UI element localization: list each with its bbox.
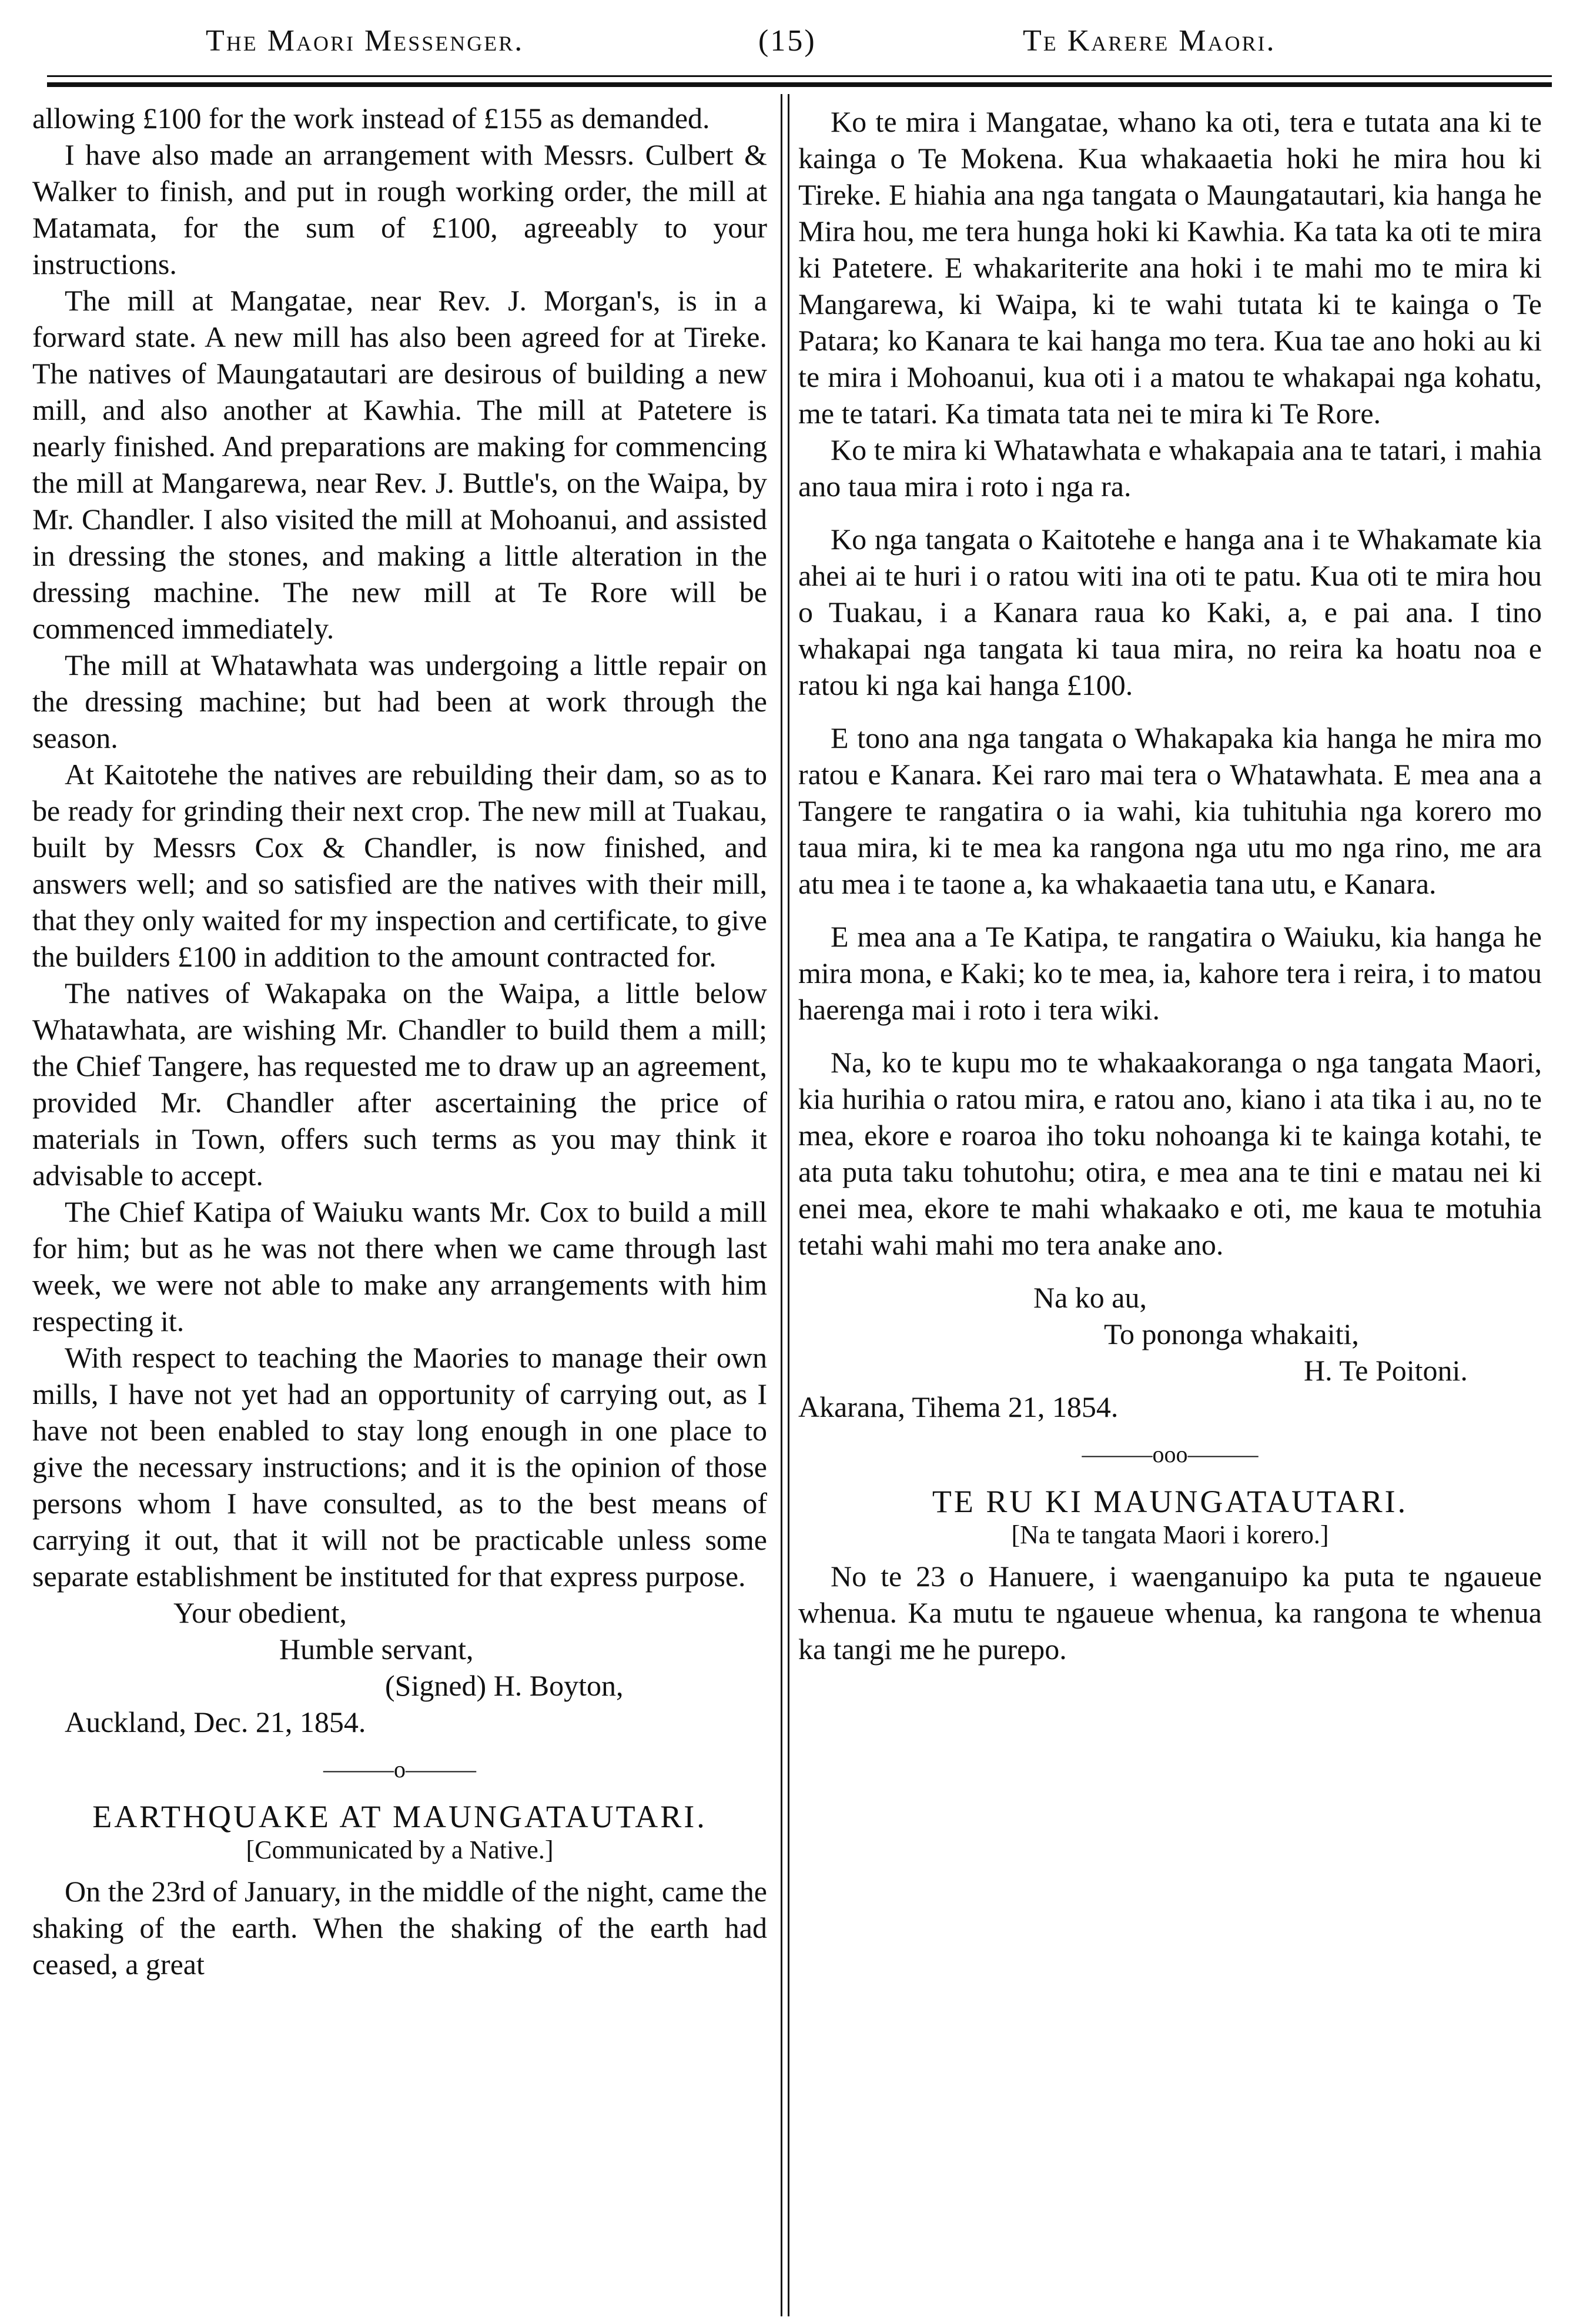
page-header <box>0 0 1583 94</box>
paragraph: On the 23rd of January, in the middle of the night, came the shaking of the earth. When the shaking of the earth had ceased, a great <box>32 1875 767 1981</box>
header-rule <box>47 75 1552 77</box>
paragraph: At Kaitotehe the natives are rebuilding their dam, so as to be ready for grinding their next crop. The new mill at Tuakau, built by Messrs Cox & Chandler, is now finished, and answers well; and so satisfied are the natives with their mill, that they only waited for my inspection and certificate, to give the builders £100 in addition to the amount contracted for. <box>32 758 767 973</box>
masthead-english: The Maori Messenger. <box>206 24 524 58</box>
paragraph: With respect to teaching the Maories to manage their own mills, I have not yet had an opportunity of carrying out, as I have not been enabled to stay long enough in one place to give the necessary instructions; and it is the opinion of those persons whom I have consulted, as to the best means of carrying it out, that it will not be practicable unless some separate establishment be instituted for that express purpose. <box>32 1341 767 1593</box>
paragraph: E tono ana nga tangata o Whakapaka kia hanga he mira mo ratou e Kanara. Kei raro mai tera o Whatawhata. E mea ana a Tangere te rangatira o ia wahi, kia tuhituhia nga korero mo taua mira, ki te mea ka rangona nga utu mo nga rino, me ara atu mea i te taone a, ka whakaaetia tana utu, e Kanara. <box>798 721 1542 900</box>
signature-closing: To pononga whakaiti, <box>1104 1318 1359 1350</box>
signature-dateline: Auckland, Dec. 21, 1854. <box>65 1706 366 1738</box>
page-number: (15) <box>758 24 816 58</box>
english-column <box>32 100 767 1982</box>
paragraph: The mill at Mangatae, near Rev. J. Morgan's, is in a forward state. A new mill has also been agreed for at Tireke. The natives of Maungatautari are desirous of building a new mill, and also another at Kawhia. The mill at Patetere is nearly finished. And preparations are making for commencing the mill at Mangarewa, near Rev. J. Buttle's, on the Waipa, by Mr. Chandler. I also visited the mill at Mohoanui, and assisted in dressing the stones, and making a little alteration in the dressing machine. The new mill at Te Rore will be commenced immediately. <box>32 284 767 645</box>
signature-name: (Signed) H. Boyton, <box>385 1669 624 1702</box>
masthead-maori: Te Karere Maori. <box>1023 24 1276 58</box>
section-heading: TE RU KI MAUNGATAUTARI. <box>932 1484 1408 1519</box>
paragraph: The mill at Whatawhata was undergoing a little repair on the dressing machine; but had been at work through the season. <box>32 648 767 754</box>
signature-dateline: Akarana, Tihema 21, 1854. <box>798 1390 1119 1423</box>
section-subheading: [Na te tangata Maori i korero.] <box>1011 1520 1329 1549</box>
paragraph: allowing £100 for the work instead of £155 as demanded. <box>32 102 710 135</box>
paragraph: Ko te mira ki Whatawhata e whakapaia ana te tatari, i mahia ano taua mira i roto i nga ra. <box>798 433 1542 503</box>
paragraph: Na, ko te kupu mo te whakaakoranga o nga tangata Maori, kia hurihia o ratou mira, e ratou ano, kiano i ata tika i au, no te mea, ekore e roaroa iho toku nohoanga ki te kainga kotahi, te ata puta taku tohutohu; otira, e mea ana te tini e matau nei ki enei mea, ekore te mahi whakaako e oti, me kaua te motuhia tetahi wahi mahi mo tera anake ano. <box>798 1046 1542 1261</box>
header-rule-thick <box>47 82 1552 87</box>
column-divider <box>788 94 789 2316</box>
signature-closing: Humble servant, <box>279 1633 474 1666</box>
paragraph: Ko te mira i Mangatae, whano ka oti, tera e tutata ana ki te kainga o Te Mokena. Kua whakaaetia hoki he mira hou ki Tireke. E hiahia ana nga tangata o Maungatautari, kia hanga he Mira hou, me tera hunga hoki ki Kawhia. Ka tata ka oti te mira ki Patetere. E whakariterite ana hoki i te mahi mo te mira ki Mangarewa, ki Waipa, ki te wahi tutata ki te kainga o Te Patara; ko Kanara te kai hanga mo tera. Kua tae ano hoki au ki te mira i Mohoanui, kua oti i a matou te whakapai nga kohatu, me te tatari. Ka timata tata nei te mira ki Te Rore. <box>798 105 1542 430</box>
paragraph: I have also made an arrangement with Messrs. Culbert & Walker to finish, and put in rough working order, the mill at Matamata, for the sum of £100, agreeably to your instructions. <box>32 138 767 280</box>
section-divider: ———o——— <box>323 1756 476 1783</box>
paragraph: The Chief Katipa of Waiuku wants Mr. Cox to build a mill for him; but as he was not there when we came through last week, we were not able to make any arrangements with him respecting it. <box>32 1195 767 1337</box>
maori-column <box>798 100 1542 1667</box>
section-heading: EARTHQUAKE AT MAUNGATAUTARI. <box>92 1799 707 1834</box>
paragraph: The natives of Wakapaka on the Waipa, a little below Whatawhata, are wishing Mr. Chandler to build them a mill; the Chief Tangere, has requested me to draw up an agreement, provided Mr. Chandler after ascertaining the price of materials in Town, offers such terms as you may think it advisable to accept. <box>32 977 767 1192</box>
signature-closing: Your obedient, <box>173 1596 347 1629</box>
section-divider: ———ooo——— <box>1082 1441 1259 1467</box>
paragraph: E mea ana a Te Katipa, te rangatira o Waiuku, kia hanga he mira mona, e Kaki; ko te mea, ia, kahore tera i reira, i to matou haerenga mai i roto i tera wiki. <box>798 920 1542 1026</box>
paragraph: No te 23 o Hanuere, i waenganuipo ka puta te ngaueue whenua. Ka mutu te ngaueue whenua, ka rangona te whenua ka tangi me he purepo. <box>798 1560 1542 1666</box>
section-subheading: [Communicated by a Native.] <box>246 1835 554 1864</box>
column-divider <box>781 94 782 2316</box>
signature-name: H. Te Poitoni. <box>1304 1354 1468 1387</box>
paragraph: Ko nga tangata o Kaitotehe e hanga ana i te Whakamate kia ahei ai te huri i o ratou witi ina oti te patu. Kua oti te mira hou o Tuakau, i a Kanara raua ko Kaki, a, e pai ana. I tino whakapai nga tangata ki taua mira, no reira ka hoatu noa e ratou ki nga kai hanga £100. <box>798 523 1542 701</box>
signature-closing: Na ko au, <box>1033 1281 1147 1314</box>
